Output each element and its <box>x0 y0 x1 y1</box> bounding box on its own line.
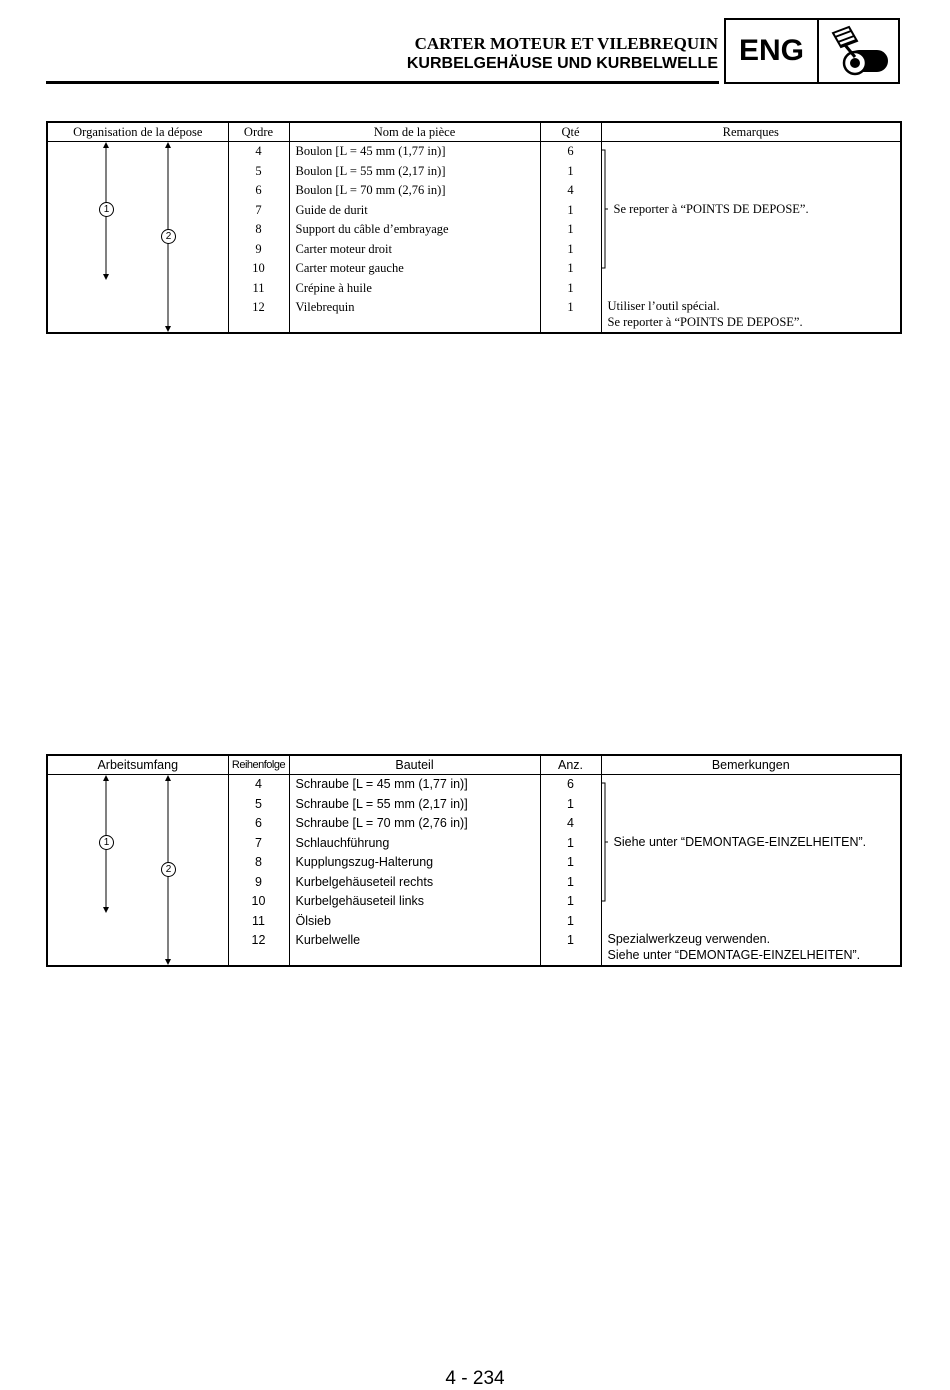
part-name: Kurbelgehäuseteil rechts <box>295 874 434 889</box>
header-rule <box>46 81 719 84</box>
part-name-column <box>289 775 540 967</box>
part-name: Kurbelwelle <box>295 933 361 947</box>
col-header-order: Reihenfolge <box>228 755 289 775</box>
title-german: KURBELGEHÄUSE UND KURBELWELLE <box>406 55 718 72</box>
quantity-value: 1 <box>567 855 574 869</box>
quantity-value: 1 <box>567 300 574 314</box>
col-header-scope: Organisation de la dépose <box>47 122 228 142</box>
quantity-value: 1 <box>567 913 574 928</box>
quantity-value: 1 <box>567 261 574 275</box>
remarks-column <box>601 775 901 967</box>
order-value: 9 <box>255 241 262 256</box>
order-value: 8 <box>255 855 262 869</box>
part-name: Guide de durit <box>295 202 368 217</box>
table-header-row <box>47 122 901 142</box>
remark-group-text: Se reporter à “POINTS DE DEPOSE”. <box>613 202 809 216</box>
part-name: Carter moteur droit <box>295 241 392 256</box>
remark-last-line-1: Spezialwerkzeug verwenden. <box>607 932 771 946</box>
remark-last-line-2: Se reporter à “POINTS DE DEPOSE”. <box>607 315 803 329</box>
removal-table-french <box>46 121 902 334</box>
order-value: 10 <box>252 261 265 275</box>
quantity-value: 1 <box>567 163 574 178</box>
col-header-qty: Anz. <box>540 755 601 775</box>
quantity-value: 6 <box>567 777 574 791</box>
part-name: Vilebrequin <box>295 300 355 314</box>
part-name-column <box>289 142 540 334</box>
quantity-column <box>540 775 601 967</box>
order-value: 10 <box>251 894 266 908</box>
quantity-value: 1 <box>567 894 574 908</box>
quantity-value: 1 <box>567 933 574 947</box>
title-french: CARTER MOTEUR ET VILEBREQUIN <box>414 34 718 53</box>
engine-crankshaft-icon <box>819 20 898 82</box>
quantity-value: 4 <box>567 183 574 197</box>
quantity-value: 1 <box>567 222 574 236</box>
order-value: 9 <box>255 874 262 889</box>
quantity-value: 1 <box>567 280 574 295</box>
order-value: 6 <box>255 816 262 830</box>
section-badge <box>724 18 900 84</box>
part-name: Schraube [L = 45 mm (1,77 in)] <box>295 777 468 791</box>
quantity-value: 1 <box>567 202 574 217</box>
order-value: 4 <box>255 144 262 158</box>
scope-arrows <box>48 775 228 965</box>
col-header-qty: Qté <box>540 122 601 142</box>
part-name: Schraube [L = 55 mm (2,17 in)] <box>295 796 468 811</box>
part-name: Kurbelgehäuseteil links <box>295 894 425 908</box>
order-value: 6 <box>255 183 262 197</box>
remarks-column <box>601 142 901 334</box>
part-name: Carter moteur gauche <box>295 261 404 275</box>
page-number: 4 - 234 <box>445 1368 505 1389</box>
col-header-remarks: Remarques <box>601 122 901 142</box>
quantity-value: 1 <box>567 241 574 256</box>
order-value: 11 <box>252 913 265 928</box>
scope-cell <box>47 142 228 334</box>
scope-arrows <box>48 142 228 332</box>
order-column <box>228 775 289 967</box>
scope-cell <box>47 775 228 967</box>
order-value: 7 <box>255 202 262 217</box>
remark-last-line-2: Siehe unter “DEMONTAGE-EINZELHEITEN”. <box>607 948 861 962</box>
quantity-column <box>540 142 601 334</box>
part-name: Ölsieb <box>295 913 331 928</box>
order-value: 4 <box>255 777 262 791</box>
remark-group-text: Siehe unter “DEMONTAGE-EINZELHEITEN”. <box>613 835 867 849</box>
table-header-row <box>47 755 901 775</box>
order-value: 5 <box>255 163 262 178</box>
quantity-value: 6 <box>567 144 574 158</box>
quantity-value: 1 <box>567 796 574 811</box>
table-body-row <box>47 775 901 967</box>
col-header-part: Nom de la pièce <box>289 122 540 142</box>
table-body-row <box>47 142 901 334</box>
group-marker-1: 1 <box>99 202 114 217</box>
col-header-remarks: Bemerkungen <box>601 755 901 775</box>
remark-last-line-1: Utiliser l’outil spécial. <box>607 299 720 313</box>
quantity-value: 1 <box>567 874 574 889</box>
part-name: Support du câble d’embrayage <box>295 222 449 236</box>
col-header-part: Bauteil <box>289 755 540 775</box>
col-header-order: Ordre <box>228 122 289 142</box>
order-value: 8 <box>255 222 262 236</box>
group-marker-2: 2 <box>161 229 176 244</box>
quantity-value: 4 <box>567 816 574 830</box>
order-value: 12 <box>252 300 265 314</box>
group-marker-2: 2 <box>161 862 176 877</box>
order-value: 12 <box>251 933 266 947</box>
order-value: 11 <box>252 280 265 295</box>
part-name: Kupplungszug-Halterung <box>295 855 434 869</box>
part-name: Crépine à huile <box>295 280 372 295</box>
group-marker-1: 1 <box>99 835 114 850</box>
quantity-value: 1 <box>567 835 574 850</box>
removal-table-german <box>46 754 902 967</box>
part-name: Schraube [L = 70 mm (2,76 in)] <box>295 816 468 830</box>
col-header-scope: Arbeitsumfang <box>47 755 228 775</box>
badge-label: ENG <box>726 20 819 82</box>
part-name: Schlauchführung <box>295 835 390 850</box>
order-column <box>228 142 289 334</box>
order-value: 5 <box>255 796 262 811</box>
order-value: 7 <box>255 835 262 850</box>
part-name: Boulon [L = 45 mm (1,77 in)] <box>295 144 446 158</box>
page-header <box>46 34 718 74</box>
part-name: Boulon [L = 55 mm (2,17 in)] <box>295 163 446 178</box>
part-name: Boulon [L = 70 mm (2,76 in)] <box>295 183 446 197</box>
